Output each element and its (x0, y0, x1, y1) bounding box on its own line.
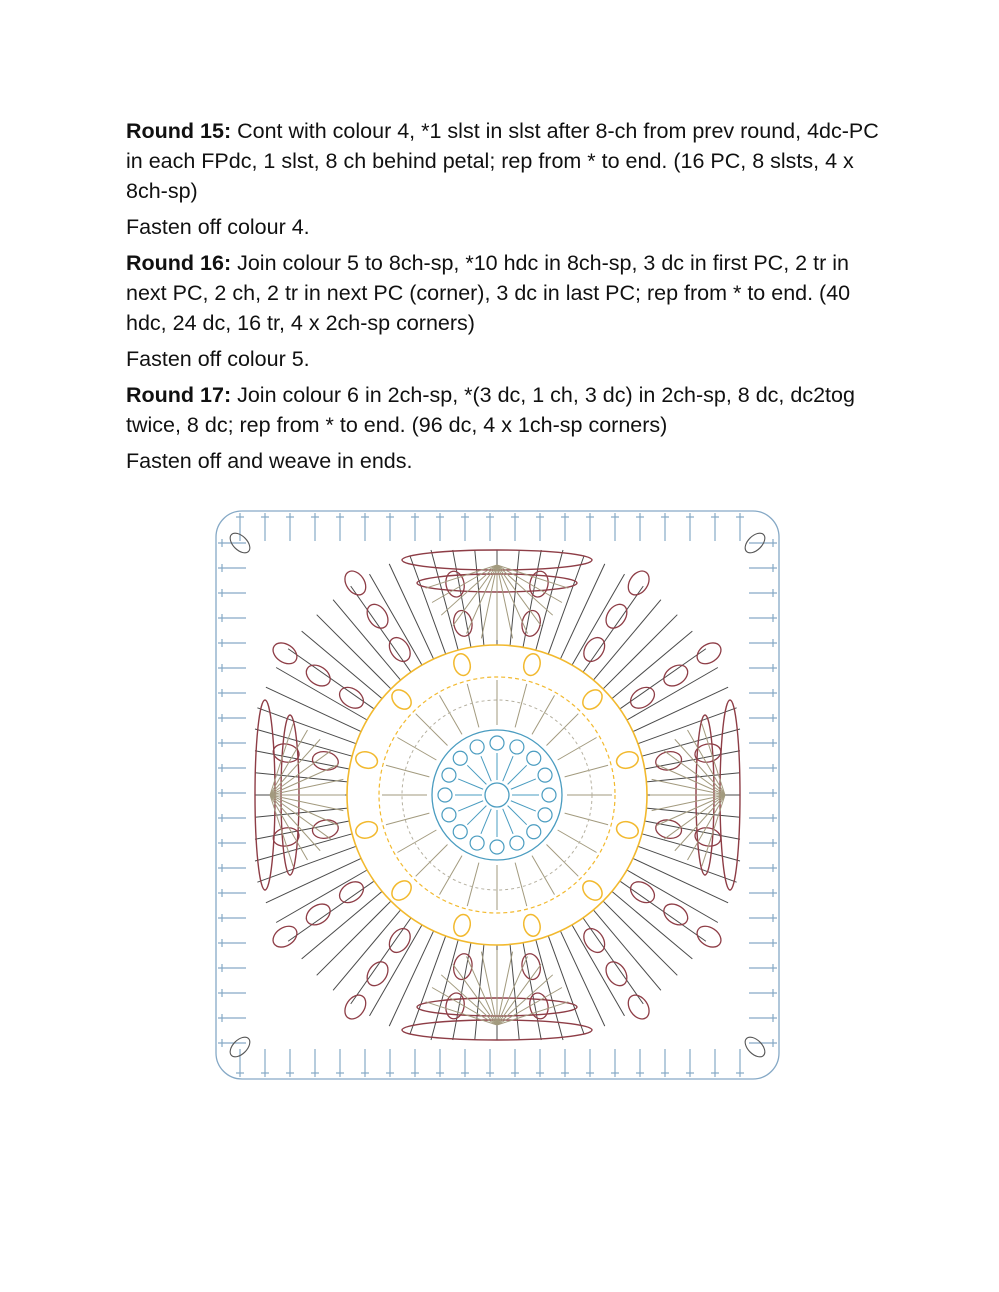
radiating-stitch (453, 943, 471, 1040)
yellow-puff (388, 877, 415, 904)
radiating-stitch (645, 751, 740, 769)
radiating-stitch (536, 550, 563, 650)
radiating-stitch (523, 550, 541, 647)
round-16-instruction: Round 16: Join colour 5 to 8ch-sp, *10 hdc in 8ch-sp, 3 dc in first PC, 2 tr in next PC, 2 ch, 2 tr in next PC (corner), 3 dc in last PC; rep from * to end. (40 hdc, 24 dc, 16 tr, 4 x 2ch-sp corners) (126, 251, 851, 335)
radiating-stitch (431, 940, 458, 1040)
petal-cluster (624, 567, 653, 599)
middle-spoke (440, 695, 463, 734)
center-stitch (467, 806, 486, 825)
radiating-stitch (642, 834, 740, 861)
center-stitch (511, 779, 536, 789)
fasten-off-colour-5: Fasten off colour 5. (126, 347, 310, 371)
radiating-stitch (453, 550, 471, 647)
center-bobble (490, 736, 504, 750)
radiating-stitch (633, 687, 728, 731)
round-17-instruction: Round 17: Join colour 6 in 2ch-sp, *(3 dc, 1 ch, 3 dc) in 2ch-sp, 8 dc, dc2tog twice, 8 dc; rep from * to end. (96 dc, 4 x 1ch-sp corners) (126, 383, 855, 437)
center-bobble (538, 768, 552, 782)
center-stitch (458, 801, 483, 811)
fan-stitch (497, 565, 562, 603)
yellow-puff (451, 652, 472, 677)
radiating-stitch (523, 943, 541, 1040)
crochet-chart (210, 505, 785, 1085)
yellow-puff (579, 686, 606, 713)
radiating-stitch (548, 936, 584, 1035)
middle-spoke (397, 830, 436, 853)
radiating-stitch (645, 821, 740, 839)
fan-stitch (432, 565, 497, 603)
yellow-puff (354, 749, 379, 770)
center-stitch (508, 806, 527, 825)
petal-cluster (693, 639, 725, 668)
radiating-stitch (431, 550, 458, 650)
radiating-stitch (276, 870, 367, 923)
middle-spoke (558, 830, 597, 853)
center-bobble (510, 740, 524, 754)
radiating-stitch (583, 918, 643, 1004)
petal-cluster (627, 878, 659, 907)
radiating-stitch (410, 936, 446, 1035)
radiating-stitch (572, 574, 625, 665)
fan-stitch (675, 795, 725, 851)
middle-spoke (532, 856, 555, 895)
middle-spoke (532, 695, 555, 734)
yellow-puff (388, 686, 415, 713)
middle-spoke (565, 765, 608, 777)
middle-spoke (416, 714, 448, 746)
yellow-puff (354, 819, 379, 840)
yellow-puff (615, 749, 640, 770)
center-stitch (458, 779, 483, 789)
round-15-instruction: Round 15: Cont with colour 4, *1 slst in slst after 8-ch from prev round, 4dc-PC in each FPdc, 1 slst, 8 ch behind petal; rep from * to end. (16 PC, 8 slsts, 4 x 8ch-sp) (126, 119, 879, 203)
petal-cluster (341, 991, 370, 1023)
middle-spoke (546, 714, 578, 746)
pattern-instructions (126, 116, 886, 482)
petal-cluster (627, 683, 659, 712)
middle-spoke (386, 765, 429, 777)
center-bobble (453, 825, 467, 839)
center-stitch (467, 765, 486, 784)
radiating-stitch (627, 668, 718, 721)
radiating-stitch (572, 925, 625, 1016)
petal-cluster (336, 683, 368, 712)
center-bobble (442, 768, 456, 782)
radiating-stitch (620, 881, 706, 941)
middle-spoke (546, 844, 578, 876)
radiating-stitch (370, 574, 423, 665)
corner-chain-oval (742, 1034, 769, 1061)
fan-stitch (688, 730, 726, 795)
radiating-stitch (351, 586, 411, 672)
radiating-stitch (603, 615, 677, 689)
petal-cluster (624, 991, 653, 1023)
radiating-stitch (370, 925, 423, 1016)
radiating-stitch (255, 834, 352, 861)
center-bobble (542, 788, 556, 802)
radiating-stitch (276, 668, 367, 721)
center-bobble (470, 740, 484, 754)
petal-cluster (269, 639, 301, 668)
radiating-stitch (633, 858, 728, 902)
radiating-stitch (317, 901, 391, 975)
petal-cluster (693, 922, 725, 951)
radiating-stitch (620, 649, 706, 709)
magic-ring (485, 783, 509, 807)
petal-cluster (311, 818, 340, 841)
middle-spoke (386, 813, 429, 825)
middle-spoke (467, 684, 479, 727)
yellow-puff (579, 877, 606, 904)
center-bobble (442, 808, 456, 822)
yellow-puff (451, 913, 472, 938)
center-stitch (508, 765, 527, 784)
radiating-stitch (288, 881, 374, 941)
middle-spoke (416, 844, 448, 876)
petal-cluster (341, 567, 370, 599)
radiating-stitch (603, 901, 677, 975)
radiating-stitch (317, 615, 391, 689)
radiating-stitch (536, 940, 563, 1040)
middle-spoke (467, 863, 479, 906)
radiating-stitch (288, 649, 374, 709)
yellow-puff (521, 913, 542, 938)
fan-stitch (270, 795, 308, 860)
yellow-puff (521, 652, 542, 677)
petal-cluster (336, 878, 368, 907)
petal-cluster (385, 925, 414, 957)
middle-spoke (515, 684, 527, 727)
petal-cluster (311, 749, 340, 772)
radiating-stitch (627, 870, 718, 923)
radiating-stitch (642, 729, 740, 756)
middle-spoke (440, 856, 463, 895)
fan-stitch (432, 988, 497, 1026)
crochet-chart-diagram (210, 505, 785, 1085)
radiating-stitch (548, 555, 584, 654)
center-bobble (527, 825, 541, 839)
petal-cluster (385, 634, 414, 666)
fan-stitch (270, 730, 308, 795)
radiating-stitch (583, 586, 643, 672)
center-bobble (453, 751, 467, 765)
radiating-stitch (410, 555, 446, 654)
fasten-off-and-weave: Fasten off and weave in ends. (126, 449, 413, 473)
middle-spoke (558, 738, 597, 761)
yellow-puff (615, 819, 640, 840)
petal-cluster (580, 634, 609, 666)
radiating-stitch (351, 918, 411, 1004)
petal-cluster (269, 922, 301, 951)
petal-cluster (580, 925, 609, 957)
center-stitch (503, 809, 513, 834)
fasten-off-colour-4: Fasten off colour 4. (126, 215, 310, 239)
middle-spoke (397, 738, 436, 761)
radiating-stitch (266, 687, 361, 731)
center-bobble (527, 751, 541, 765)
center-stitch (511, 801, 536, 811)
middle-spoke (515, 863, 527, 906)
center-bobble (470, 836, 484, 850)
center-stitch (481, 809, 491, 834)
middle-spoke (565, 813, 608, 825)
center-stitch (481, 756, 491, 781)
radiating-stitch (266, 858, 361, 902)
center-stitch (503, 756, 513, 781)
fan-stitch (497, 988, 562, 1026)
fan-stitch (688, 795, 726, 860)
center-bobble (538, 808, 552, 822)
center-bobble (438, 788, 452, 802)
radiating-stitch (255, 729, 352, 756)
center-bobble (490, 840, 504, 854)
fan-stitch (675, 739, 725, 795)
center-bobble (510, 836, 524, 850)
